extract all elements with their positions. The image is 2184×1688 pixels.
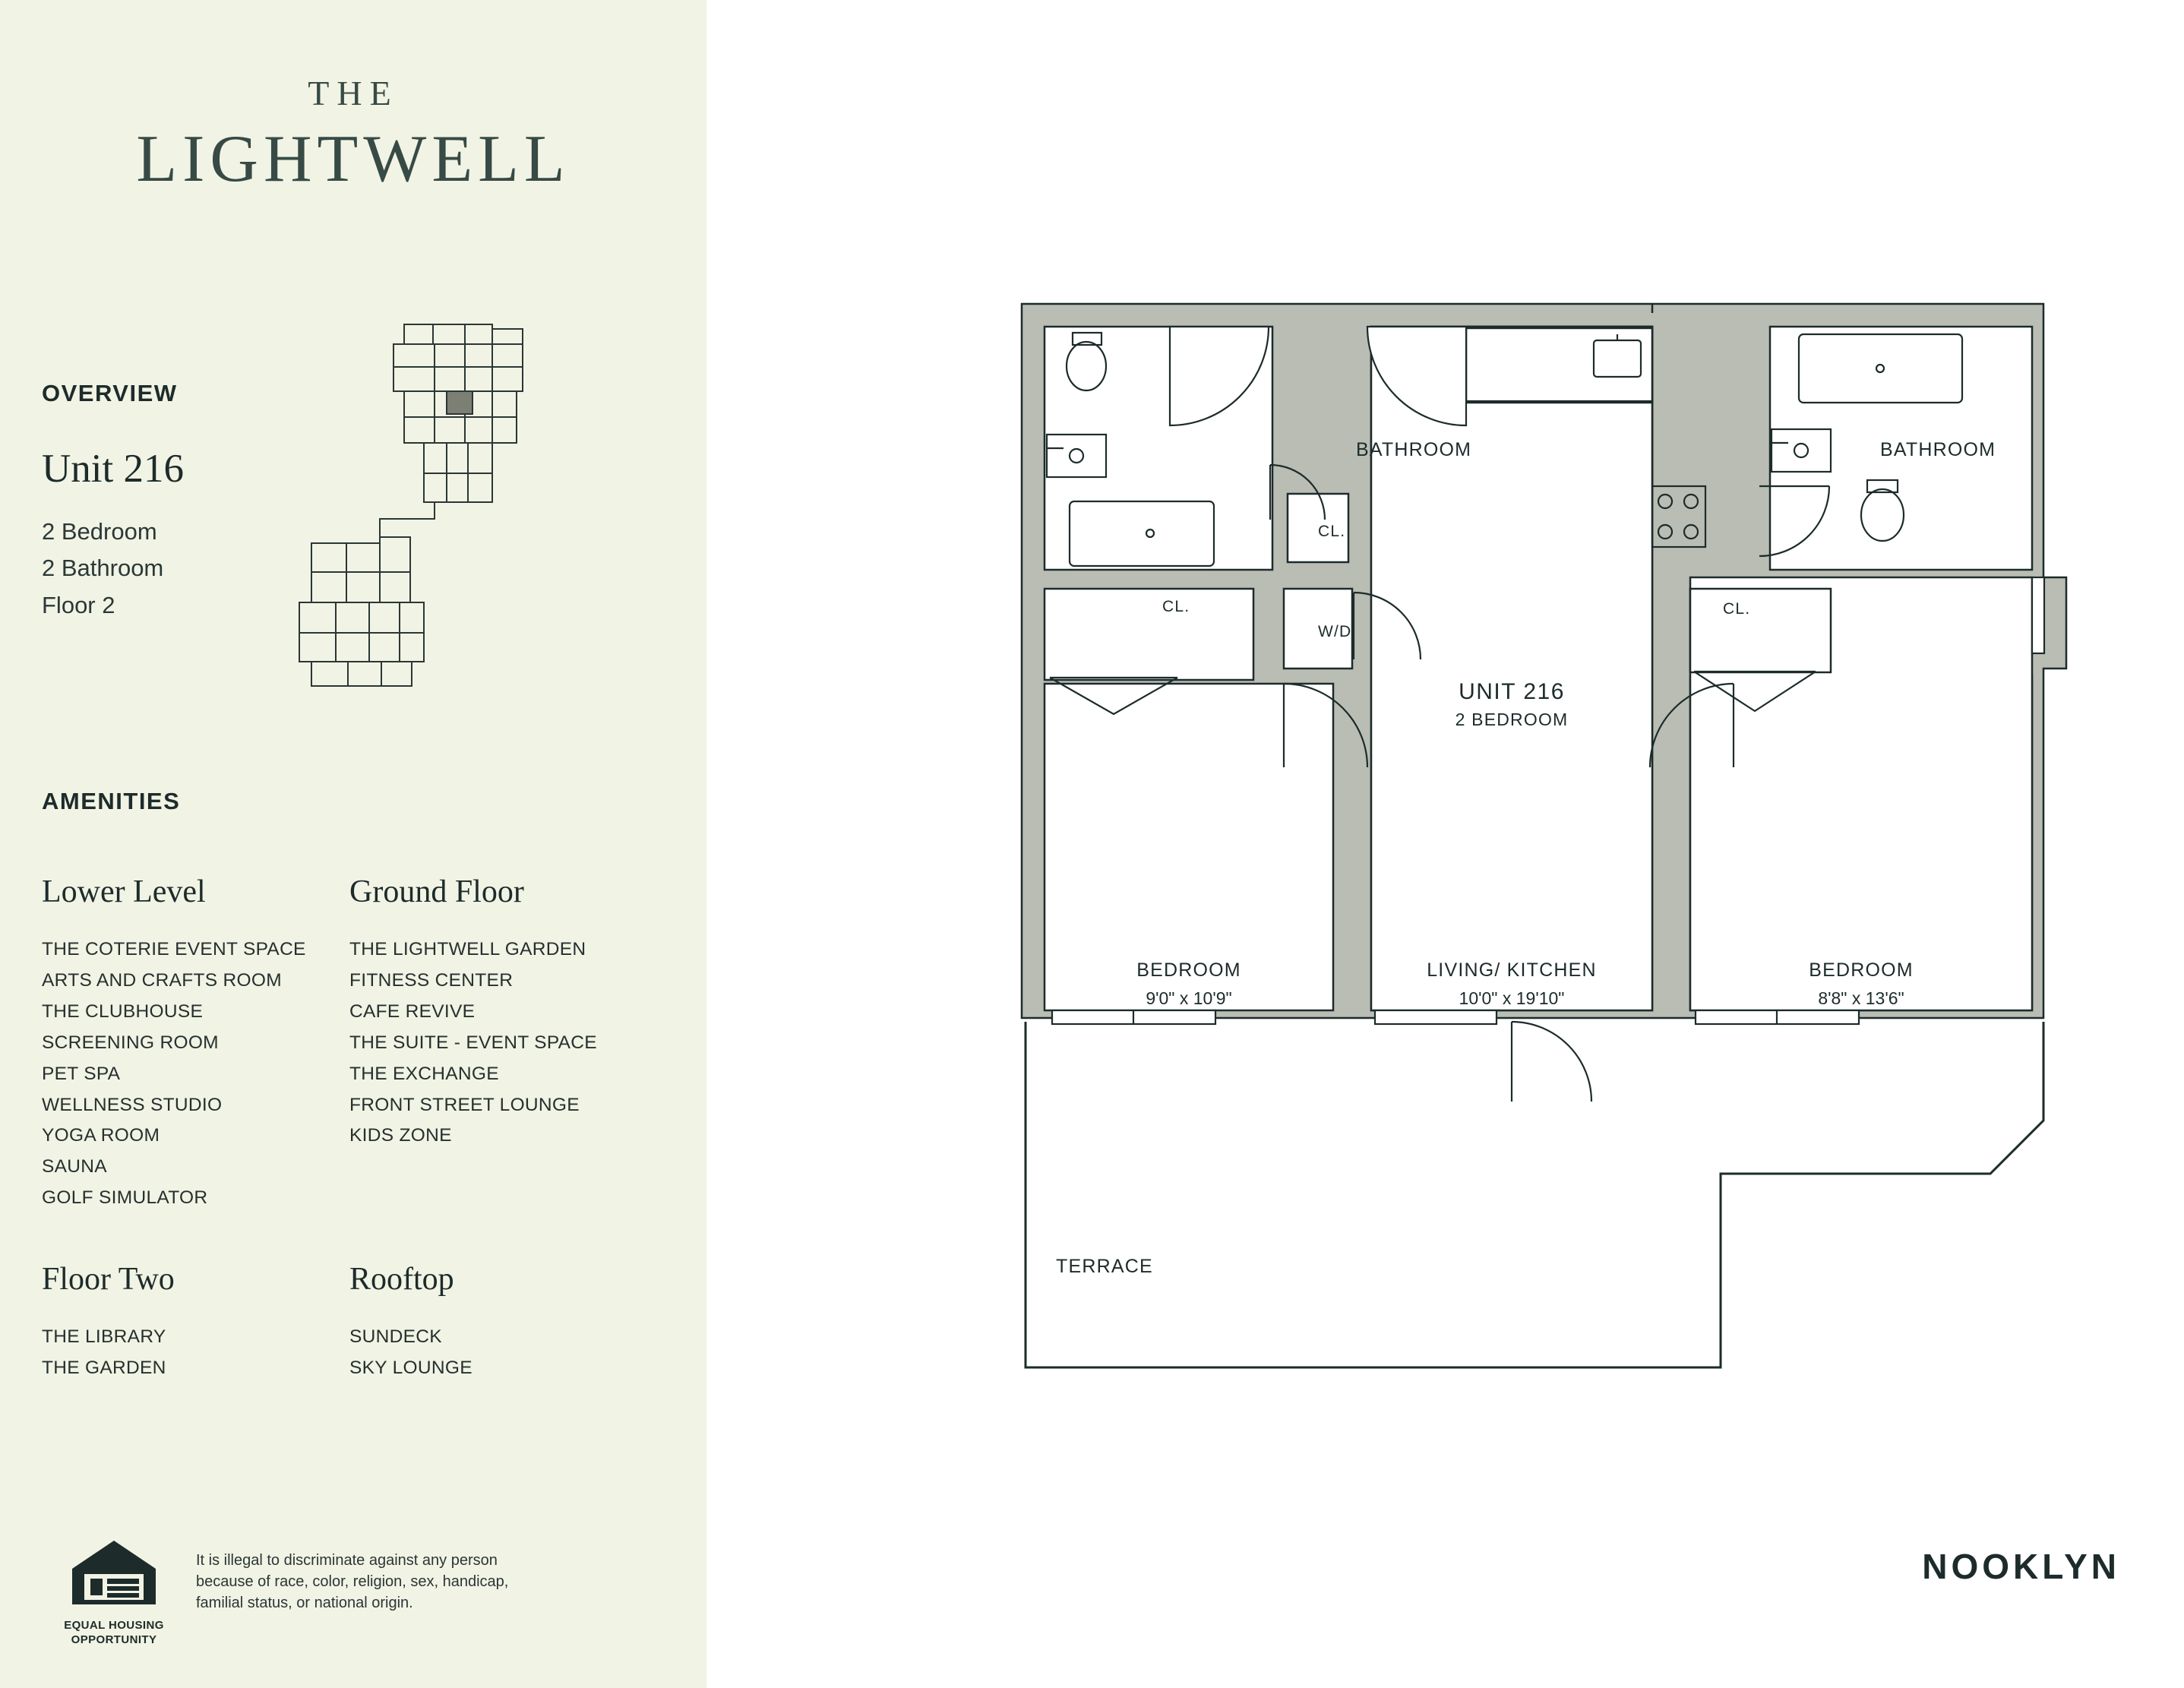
closet-label-2: CL.	[1162, 598, 1190, 615]
amenity-group-title: Lower Level	[42, 874, 206, 909]
amenity-group-title: Ground Floor	[349, 874, 524, 909]
amenity-list	[42, 1322, 361, 1384]
spec-floor: Floor 2	[42, 591, 115, 618]
room-label-living-kitchen: LIVING/ KITCHEN	[1427, 959, 1597, 981]
amenity-list	[42, 934, 361, 1214]
overview-heading: OVERVIEW	[42, 380, 178, 406]
amenity-item: GOLF SIMULATOR	[42, 1187, 208, 1209]
floorplan-drawing	[706, 0, 2184, 1688]
amenity-item: SKY LOUNGE	[349, 1357, 473, 1378]
room-label-bathroom-left: BATHROOM	[1356, 439, 1472, 460]
amenity-item: THE CLUBHOUSE	[42, 1000, 204, 1022]
amenity-item: THE GARDEN	[42, 1357, 166, 1378]
room-dims-bedroom-left: 9'0" x 10'9"	[1146, 988, 1232, 1008]
amenities-heading: AMENITIES	[42, 788, 181, 814]
washer-dryer-label: W/D	[1318, 623, 1352, 640]
brand-the: THE	[308, 74, 399, 112]
amenity-group-rooftop	[349, 1261, 684, 1384]
amenity-item: THE EXCHANGE	[349, 1063, 499, 1084]
unit-title: Unit 216	[42, 447, 184, 491]
room-label-bedroom-right: BEDROOM	[1809, 959, 1914, 981]
unit-sublabel: 2 BEDROOM	[1455, 710, 1569, 729]
amenity-item: YOGA ROOM	[42, 1125, 160, 1146]
amenity-item: THE SUITE - EVENT SPACE	[349, 1032, 597, 1053]
room-dims-living-kitchen: 10'0" x 19'10"	[1459, 988, 1565, 1008]
amenity-group-ground-floor	[349, 874, 684, 1152]
amenity-item: PET SPA	[42, 1063, 121, 1084]
amenity-item: KIDS ZONE	[349, 1125, 452, 1146]
amenity-item: THE LIGHTWELL GARDEN	[349, 939, 586, 959]
brand-logo	[0, 73, 706, 198]
amenity-group-lower-level	[42, 874, 361, 1214]
amenity-group-floor-two	[42, 1261, 361, 1384]
closet-label-1: CL.	[1318, 523, 1346, 540]
amenity-list	[349, 934, 684, 1152]
info-sidebar	[0, 0, 706, 1688]
amenity-item: SCREENING ROOM	[42, 1032, 219, 1053]
amenity-item: FITNESS CENTER	[349, 969, 514, 991]
spec-bathrooms: 2 Bathroom	[42, 555, 164, 582]
room-label-terrace: TERRACE	[1056, 1256, 1153, 1277]
footer-brand: NOOKLYN	[1922, 1547, 2120, 1586]
amenity-item: SAUNA	[42, 1156, 107, 1177]
room-label-bedroom-left: BEDROOM	[1136, 959, 1241, 981]
amenity-group-title: Rooftop	[349, 1262, 454, 1297]
closet-label-3: CL.	[1723, 600, 1751, 618]
amenity-item: THE COTERIE EVENT SPACE	[42, 939, 306, 959]
amenity-item: FRONT STREET LOUNGE	[349, 1094, 580, 1115]
equal-housing-line1: EQUAL HOUSING	[64, 1619, 164, 1632]
amenity-item: CAFE REVIVE	[349, 1000, 476, 1022]
equal-housing-block	[42, 1535, 186, 1648]
amenity-item: WELLNESS STUDIO	[42, 1094, 223, 1115]
amenity-list	[349, 1322, 684, 1384]
spec-bedrooms: 2 Bedroom	[42, 518, 157, 545]
amenity-item: THE LIBRARY	[42, 1326, 166, 1347]
equal-housing-opportunity-icon	[65, 1535, 163, 1611]
amenity-item: SUNDECK	[349, 1326, 442, 1347]
terrace-outline	[1026, 1022, 2043, 1367]
unit-label: UNIT 216	[1459, 679, 1565, 704]
room-label-bathroom-right: BATHROOM	[1880, 439, 1996, 460]
key-plan-diagram	[289, 315, 608, 695]
room-dims-bedroom-right: 8'8" x 13'6"	[1818, 988, 1904, 1008]
brand-name: LIGHTWELL	[136, 122, 570, 196]
fair-housing-disclaimer: It is illegal to discriminate against any person because of race, color, religion, sex, handicap, familial status, or national origin.	[196, 1552, 509, 1611]
equal-housing-caption	[42, 1619, 186, 1648]
equal-housing-line2: OPPORTUNITY	[71, 1633, 157, 1646]
unit-specs	[42, 517, 163, 627]
floorplan-area	[706, 0, 2184, 1688]
amenity-group-title: Floor Two	[42, 1262, 175, 1297]
amenity-item: ARTS AND CRAFTS ROOM	[42, 969, 282, 991]
